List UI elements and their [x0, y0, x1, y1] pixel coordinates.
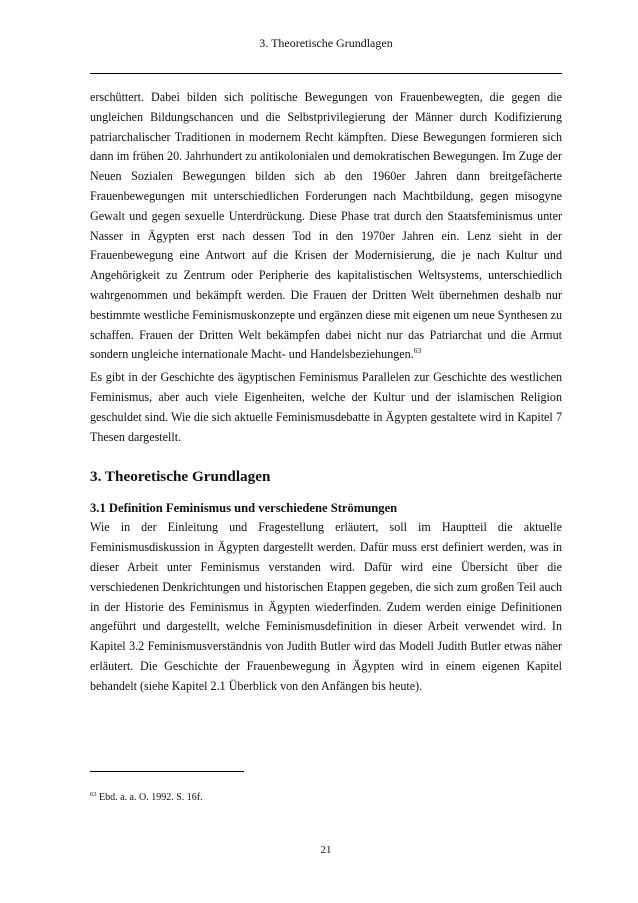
paragraph-1-text: erschüttert. Dabei bilden sich politische Bewegungen von Frauenbewegten, die gegen die ungleichen Bildungschancen und die Selbstprivilegierung der Männer durch Kodifizierung patriarchalischer Traditionen in modernem Recht kämpften. Diese Bewegungen formieren sich dann im frühen 20. Jahrhundert zu antikolonialen und demokratischen Bewegungen. Im Zuge der Neuen Sozialen Bewegungen bilden sich ab den 1960er Jahren dann breitgefächerte Frauenbewegungen mit unterschiedlichen Forderungen nach Machtbildung, gegen misogyne Gewalt und gegen sexuelle Unterdrückung. Diese Phase trat durch den Staatsfeminismus unter Nasser in Ägypten erst nach dessen Tod in den 1970er Jahren ein. Lenz sieht in der Frauenbewegung eine Antwort auf die Krisen der Modernisierung, die je nach Kultur und Angehörigkeit zu Zentrum oder Peripherie des kapitalistischen Weltsystems, unterschiedlich wahrgenommen und bekämpft werden. Die Frauen der Dritten Welt übernehmen deshalb nur bestimmte westliche Feminismuskonzepte und ergänzen diese mit eigenen um neue Synthesen zu schaffen. Frauen der Dritten Welt bekämpfen dabei nicht nur das Patriarchat und die Armut sondern ungleiche internationale Macht- und Handelsbeziehungen.: [90, 90, 562, 362]
footnote-reference-63[interactable]: 63: [413, 346, 422, 356]
page-body: [90, 88, 562, 697]
footnote-text: Ebd. a. a. O. 1992. S. 16f.: [96, 792, 203, 803]
paragraph-1: [90, 88, 562, 365]
footnote-number: 63: [90, 791, 97, 798]
paragraph-2: Es gibt in der Geschichte des ägyptischen Feminismus Parallelen zur Geschichte des westlichen Feminismus, aber auch viele Eigenheiten, welche der Kultur und der islamischen Religion geschuldet sind. Wie die sich aktuelle Feminismusdebatte in Ägypten gestaltete wird in Kapitel 7 Thesen dargestellt.: [90, 370, 562, 444]
header-rule: [90, 73, 562, 74]
running-header: 3. Theoretische Grundlagen: [259, 36, 393, 50]
section-heading: 3. Theoretische Grundlagen: [90, 468, 271, 486]
page-number: 21: [320, 844, 332, 856]
footnote-rule: [90, 771, 244, 772]
paragraph-3: Wie in der Einleitung und Fragestellung erläutert, soll im Hauptteil die aktuelle Feminismusdiskussion in Ägypten dargestellt werden. Dafür muss erst definiert werden, was in dieser Arbeit unter Feminismus verstanden wird. Dafür wird eine Übersicht über die verschiedenen Denkrichtungen und historischen Etappen gegeben, die sich zum großen Teil auch in der Historie des Feminismus in Ägypten wiederfinden. Zudem werden einige Definitionen angeführt und dargestellt, welche Feminismusdefinition in dieser Arbeit verwendet wird. In Kapitel 3.2 Feminismusverständnis von Judith Butler wird das Modell Judith Butler etwas näher erläutert. Die Geschichte der Frauenbewegung in Ägypten wird in einem eigenen Kapitel behandelt (siehe Kapitel 2.1 Überblick von den Anfängen bis heute).: [90, 520, 562, 693]
footnote-63: [90, 792, 562, 804]
subsection-heading: 3.1 Definition Feminismus und verschiedene Strömungen: [90, 501, 398, 516]
